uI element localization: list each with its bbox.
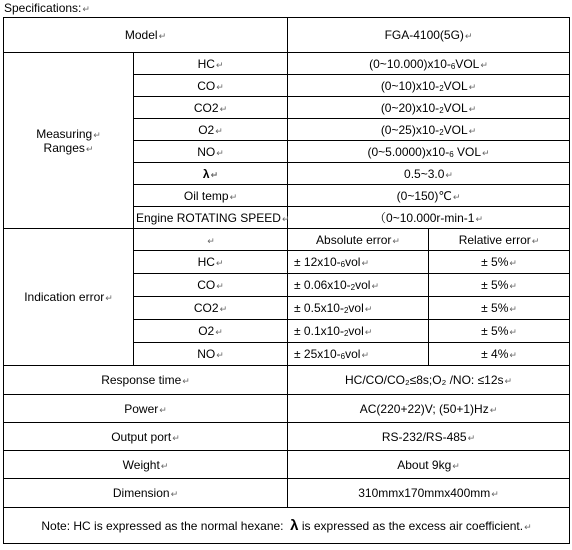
paragraph-mark-icon: ↵ <box>452 460 460 471</box>
paragraph-mark-icon: ↵ <box>371 281 379 291</box>
measuring-gas-label: Engine ROTATING SPEED↵ <box>134 207 288 229</box>
power-row <box>4 395 570 423</box>
paragraph-mark-icon: ↵ <box>216 281 224 291</box>
indication-gas-label: O2↵ <box>134 320 288 343</box>
model-row <box>4 18 570 53</box>
page-heading <box>4 1 90 16</box>
weight-label: Weight↵ <box>4 451 288 479</box>
measuring-range-value: 0.5~3.0↵ <box>288 163 570 185</box>
paragraph-mark-icon: ↵ <box>85 143 94 154</box>
paragraph-mark-icon: ↵ <box>524 522 532 532</box>
lambda-symbol: λ <box>290 517 299 534</box>
paragraph-mark-icon: ↵ <box>215 327 223 337</box>
paragraph-mark-icon: ↵ <box>229 191 238 202</box>
dimension-label: Dimension↵ <box>4 479 288 508</box>
paragraph-mark-icon: ↵ <box>467 432 476 443</box>
relative-error-value: ± 4%↵ <box>429 343 570 366</box>
measuring-range-value: (0~150)℃↵ <box>288 185 570 207</box>
paragraph-mark-icon: ↵ <box>361 258 369 268</box>
paragraph-mark-icon: ↵ <box>216 350 224 360</box>
paragraph-mark-icon: ↵ <box>170 489 179 499</box>
measuring-gas-label: HC↵ <box>134 53 288 75</box>
measuring-gas-label: CO2↵ <box>134 97 288 119</box>
measuring-range-value: $(0\sim 10)x10-_2VOL↵$ <box>288 75 570 97</box>
relative-error-value: ± 5%↵ <box>429 251 570 274</box>
paragraph-mark-icon: ↵ <box>468 125 477 136</box>
indication-gas-label: CO↵ <box>134 274 288 297</box>
measuring-gas-label: CO↵ <box>134 75 288 97</box>
paragraph-mark-icon: ↵ <box>482 147 490 158</box>
output-port-row <box>4 423 570 451</box>
output-label: Output port↵ <box>4 423 288 451</box>
response-label: Response time↵ <box>4 366 288 395</box>
absolute-error-header: Absolute error↵ <box>288 229 429 251</box>
paragraph-mark-icon: ↵ <box>491 489 499 499</box>
paragraph-mark-icon: ↵ <box>509 304 517 314</box>
paragraph-mark-icon: ↵ <box>509 350 517 360</box>
measuring-row <box>4 53 570 75</box>
relative-error-value: ± 5%↵ <box>429 320 570 343</box>
dimension-value: 310mmx170mmx400mm↵ <box>288 479 570 508</box>
indication-gas-label: NO↵ <box>134 343 288 366</box>
paragraph-mark-icon: ↵ <box>364 327 373 337</box>
power-value: AC(220+22)V; (50+1)Hz↵ <box>288 395 570 423</box>
paragraph-mark-icon: ↵ <box>82 4 90 14</box>
paragraph-mark-icon: ↵ <box>216 147 224 158</box>
relative-error-value: ± 5%↵ <box>429 297 570 320</box>
model-value: FGA-4100(5G)↵ <box>288 18 570 53</box>
paragraph-mark-icon: ↵ <box>452 191 461 202</box>
paragraph-mark-icon: ↵ <box>215 258 224 268</box>
paragraph-mark-icon: ↵ <box>531 235 540 246</box>
model-label: Model↵ <box>4 18 288 53</box>
heading-text: Specifications: <box>4 1 82 15</box>
paragraph-mark-icon: ↵ <box>509 327 517 337</box>
absolute-error-value: ± $0.1x10-_2vol↵$ <box>288 320 429 343</box>
paragraph-mark-icon: ↵ <box>364 304 373 314</box>
paragraph-mark-icon: ↵ <box>489 404 498 415</box>
dimension-row <box>4 479 570 508</box>
paragraph-mark-icon: ↵ <box>207 235 215 246</box>
measuring-range-value: $(0\sim 10.000)x10-_6VOL↵$ <box>288 53 570 75</box>
paragraph-mark-icon: ↵ <box>182 376 190 386</box>
absolute-error-value: ± $12x10-_6vol↵$ <box>288 251 429 274</box>
absolute-error-value: ± $0.06x10-_2vol↵$ <box>288 274 429 297</box>
paragraph-mark-icon: ↵ <box>392 235 400 246</box>
measuring-gas-label: O2↵ <box>134 119 288 141</box>
paragraph-mark-icon: ↵ <box>219 103 228 114</box>
indication-blank-header <box>134 229 288 251</box>
measuring-gas-label: λ↵ <box>134 163 288 185</box>
indication-gas-label: CO2↵ <box>134 297 288 320</box>
paragraph-mark-icon: ↵ <box>468 81 477 92</box>
paragraph-mark-icon: ↵ <box>361 350 369 360</box>
indication-error-label: Indication error↵ <box>4 229 134 366</box>
response-value: HC/CO/CO₂≤8s;O₂ /NO: ≤12s↵ <box>288 366 570 395</box>
paragraph-mark-icon: ↵ <box>509 258 517 268</box>
paragraph-mark-icon: ↵ <box>93 129 101 140</box>
note-text: Note: HC is expressed as the normal hexane: λ is expressed as the excess air coefficient.↵ <box>4 508 570 544</box>
paragraph-mark-icon: ↵ <box>475 214 483 224</box>
paragraph-mark-icon: ↵ <box>172 432 180 443</box>
indication-gas-label: HC↵ <box>134 251 288 274</box>
weight-value: About 9kg↵ <box>288 451 570 479</box>
measuring-range-value: $(0\sim 20)x10-_2VOL↵$ <box>288 97 570 119</box>
paragraph-mark-icon: ↵ <box>445 169 453 180</box>
paragraph-mark-icon: ↵ <box>468 103 477 114</box>
specifications-table-body <box>4 18 570 544</box>
paragraph-mark-icon: ↵ <box>216 81 224 92</box>
power-label: Power↵ <box>4 395 288 423</box>
absolute-error-value: ± $25x10-_6vol↵$ <box>288 343 429 366</box>
response-time-row <box>4 366 570 395</box>
paragraph-mark-icon: ↵ <box>215 59 224 70</box>
measuring-range-value: $(0\sim 25)x10-_2VOL↵$ <box>288 119 570 141</box>
note-row <box>4 508 570 544</box>
paragraph-mark-icon: ↵ <box>105 293 113 303</box>
specifications-table <box>3 17 570 544</box>
paragraph-mark-icon: ↵ <box>509 281 517 291</box>
paragraph-mark-icon: ↵ <box>219 304 228 314</box>
paragraph-mark-icon: ↵ <box>281 213 290 224</box>
measuring-range-value: $(0\sim 5.0000)x10-_6$ VOL↵ <box>288 141 570 163</box>
paragraph-mark-icon: ↵ <box>160 460 169 471</box>
paragraph-mark-icon: ↵ <box>480 59 488 70</box>
relative-error-header: Relative error↵ <box>429 229 570 251</box>
measuring-range-value: （0~10.000r-min-1↵ <box>288 207 570 229</box>
indication-header-row <box>4 229 570 251</box>
measuring-gas-label: Oil temp↵ <box>134 185 288 207</box>
weight-row <box>4 451 570 479</box>
output-value: RS-232/RS-485↵ <box>288 423 570 451</box>
paragraph-mark-icon: ↵ <box>210 169 219 180</box>
relative-error-value: ± 5%↵ <box>429 274 570 297</box>
measuring-gas-label: NO↵ <box>134 141 288 163</box>
paragraph-mark-icon: ↵ <box>159 404 167 415</box>
paragraph-mark-icon: ↵ <box>215 125 223 136</box>
absolute-error-value: ± $0.5x10-_2vol↵$ <box>288 297 429 320</box>
paragraph-mark-icon: ↵ <box>504 376 513 386</box>
measuring-ranges-label: Measuring↵ Ranges↵ <box>4 53 134 229</box>
